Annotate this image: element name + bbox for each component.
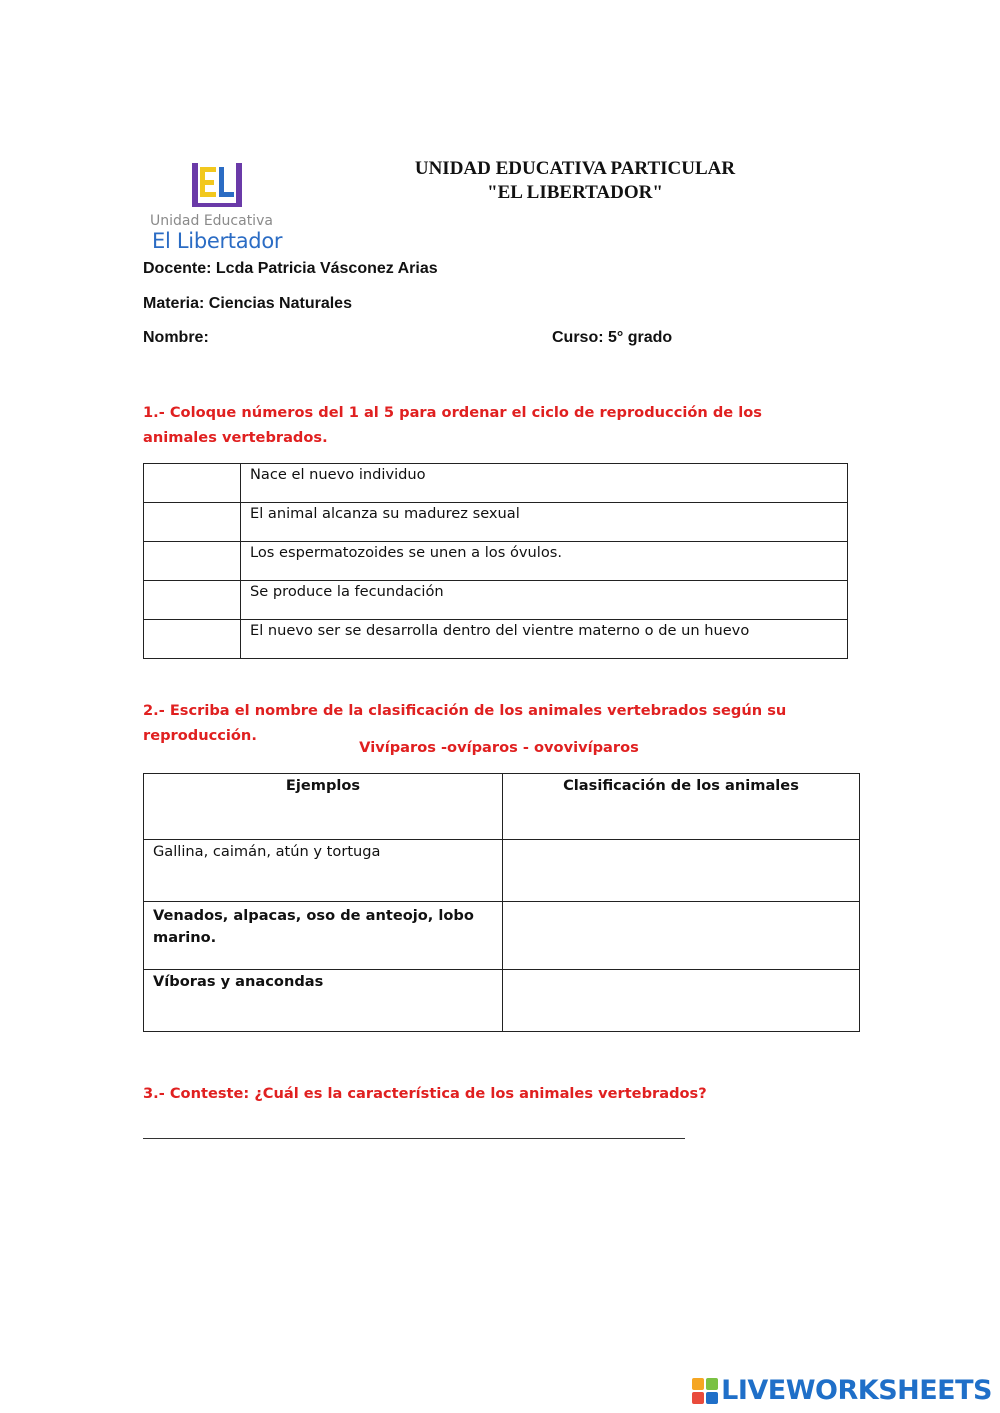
table-header-row (144, 774, 860, 840)
column-header-ejemplos: Ejemplos (144, 774, 503, 840)
order-number-cell[interactable] (144, 503, 241, 542)
school-logo (146, 155, 286, 255)
classification-table (143, 773, 860, 1032)
question-1-prompt: 1.- Coloque números del 1 al 5 para ordenar el ciclo de reproducción de los animales vertebrados. (143, 404, 762, 446)
table-row (144, 464, 848, 503)
logo-emblem-icon (192, 163, 242, 211)
materia-label: Materia: Ciencias Naturales (143, 295, 352, 312)
liveworksheets-logo-icon (692, 1378, 718, 1404)
classification-answer-cell[interactable] (503, 902, 860, 970)
example-cell: Víboras y anacondas (144, 970, 503, 1032)
logo-name: El Libertador (152, 229, 283, 253)
table-row (144, 503, 848, 542)
watermark-text: LIVEWORKSHEETS (721, 1375, 992, 1406)
answer-line[interactable] (143, 1120, 685, 1139)
order-number-cell[interactable] (144, 464, 241, 503)
ordering-table (143, 463, 848, 659)
cycle-step: El animal alcanza su madurez sexual (241, 503, 848, 542)
classification-answer-cell[interactable] (503, 970, 860, 1032)
classification-options: Vivíparos -ovíparos - ovovivíparos (359, 739, 639, 756)
table-row (144, 970, 860, 1032)
cycle-step: El nuevo ser se desarrolla dentro del vientre materno o de un huevo (241, 620, 848, 659)
liveworksheets-watermark (692, 1375, 992, 1406)
table-row (144, 620, 848, 659)
table-row (144, 902, 860, 970)
table-row (144, 840, 860, 902)
cycle-step: Se produce la fecundación (241, 581, 848, 620)
table-row (144, 581, 848, 620)
cycle-step: Los espermatozoides se unen a los óvulos. (241, 542, 848, 581)
column-header-clasificacion: Clasificación de los animales (503, 774, 860, 840)
docente-label: Docente: Lcda Patricia Vásconez Arias (143, 260, 438, 277)
logo-subtitle: Unidad Educativa (150, 213, 273, 229)
classification-answer-cell[interactable] (503, 840, 860, 902)
order-number-cell[interactable] (144, 620, 241, 659)
school-title-line2: "EL LIBERTADOR" (487, 182, 663, 203)
cycle-step: Nace el nuevo individuo (241, 464, 848, 503)
curso-label: Curso: 5° grado (552, 329, 673, 346)
school-title-line1: UNIDAD EDUCATIVA PARTICULAR (414, 158, 736, 179)
example-cell: Venados, alpacas, oso de anteojo, lobo marino. (144, 902, 503, 970)
order-number-cell[interactable] (144, 542, 241, 581)
table-row (144, 542, 848, 581)
example-cell: Gallina, caimán, atún y tortuga (144, 840, 503, 902)
order-number-cell[interactable] (144, 581, 241, 620)
question-2-prompt: 2.- Escriba el nombre de la clasificación de los animales vertebrados según su reproducción. (143, 702, 787, 744)
nombre-label: Nombre: (143, 329, 209, 346)
question-3-prompt: 3.- Conteste: ¿Cuál es la característica de los animales vertebrados? (143, 1085, 707, 1102)
